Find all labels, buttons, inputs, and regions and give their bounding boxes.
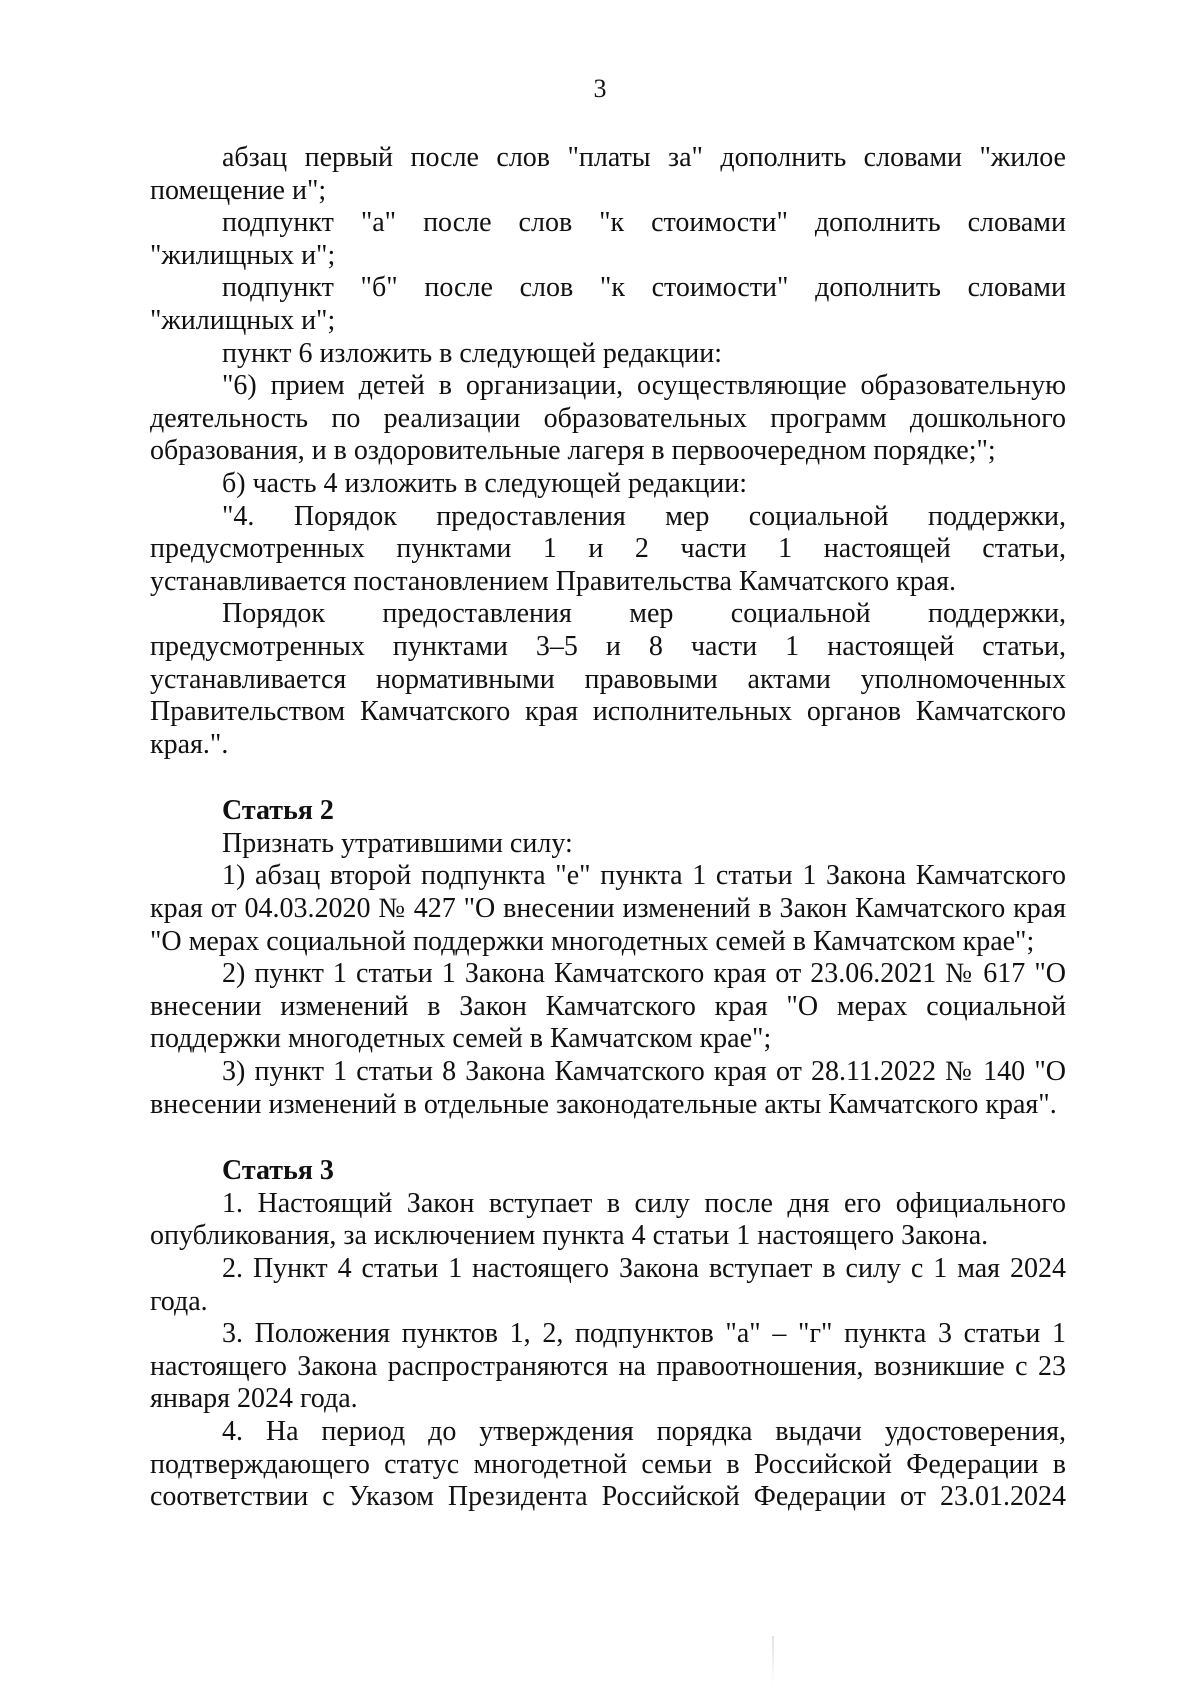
paragraph: 4. На период до утверждения порядка выдачи удостоверения, подтверждающего статус многодетной семьи в Российской Федерации в соответствии с Указом Президента Российской Федерации от 23.01.2024 (150, 1415, 1066, 1513)
paragraph: 2) пункт 1 статьи 1 Закона Камчатского края от 23.06.2021 № 617 "О внесении изменений в Закон Камчатского края "О мерах социальной поддержки многодетных семей в Камчатском крае"; (150, 958, 1066, 1055)
paragraph: Признать утратившими силу: (222, 827, 573, 859)
paragraph: 1. Настоящий Закон вступает в силу после дня его официального опубликования, за исключением пункта 4 статьи 1 настоящего Закона. (150, 1187, 1066, 1252)
paragraph: "6) прием детей в организации, осуществляющие образовательную деятельность по реализации образовательных программ дошкольного образования, и в оздоровительные лагеря в первоочередном порядке;"; (150, 370, 1066, 467)
paragraph: 3) пункт 1 статьи 8 Закона Камчатского края от 28.11.2022 № 140 "О внесении изменений в отдельные законодательные акты Камчатского края". (150, 1056, 1066, 1120)
paragraph: подпункт "б" после слов "к стоимости" дополнить словами "жилищных и"; (150, 272, 1066, 336)
paragraph: подпункт "а" после слов "к стоимости" дополнить словами "жилищных и"; (150, 207, 1066, 271)
paragraph: Порядок предоставления мер социальной поддержки, предусмотренных пунктами 3–5 и 8 части 1 настоящей статьи, устанавливается нормативными правовыми актами уполномоченных Правительством Камчатского края исполнительных органов Камчатского края.". (150, 598, 1066, 760)
page-number: 3 (593, 74, 607, 103)
paragraph: 2. Пункт 4 статьи 1 настоящего Закона вступает в силу с 1 мая 2024 года. (150, 1253, 1066, 1317)
paragraph: 1) абзац второй подпункта "е" пункта 1 статьи 1 Закона Камчатского края от 04.03.2020 № 427 "О внесении изменений в Закон Камчатского края "О мерах социальной поддержки многодетных семей в Камчатском крае"; (150, 860, 1066, 957)
scan-artifact (772, 1636, 774, 1686)
paragraph: абзац первый после слов "платы за" дополнить словами "жилое помещение и"; (150, 142, 1066, 206)
article-2-heading: Статья 2 (222, 795, 334, 827)
paragraph: "4. Порядок предоставления мер социальной поддержки, предусмотренных пунктами 1 и 2 части 1 настоящей статьи, устанавливается постановлением Правительства Камчатского края. (150, 500, 1066, 597)
article-3-heading: Статья 3 (222, 1155, 334, 1187)
paragraph: б) часть 4 изложить в следующей редакции: (222, 467, 748, 499)
paragraph: 3. Положения пунктов 1, 2, подпунктов "а" – "г" пункта 3 статьи 1 настоящего Закона распространяются на правоотношения, возникшие с 23 января 2024 года. (150, 1318, 1066, 1415)
document-body (150, 142, 1066, 1514)
paragraph: пункт 6 изложить в следующей редакции: (222, 337, 722, 369)
